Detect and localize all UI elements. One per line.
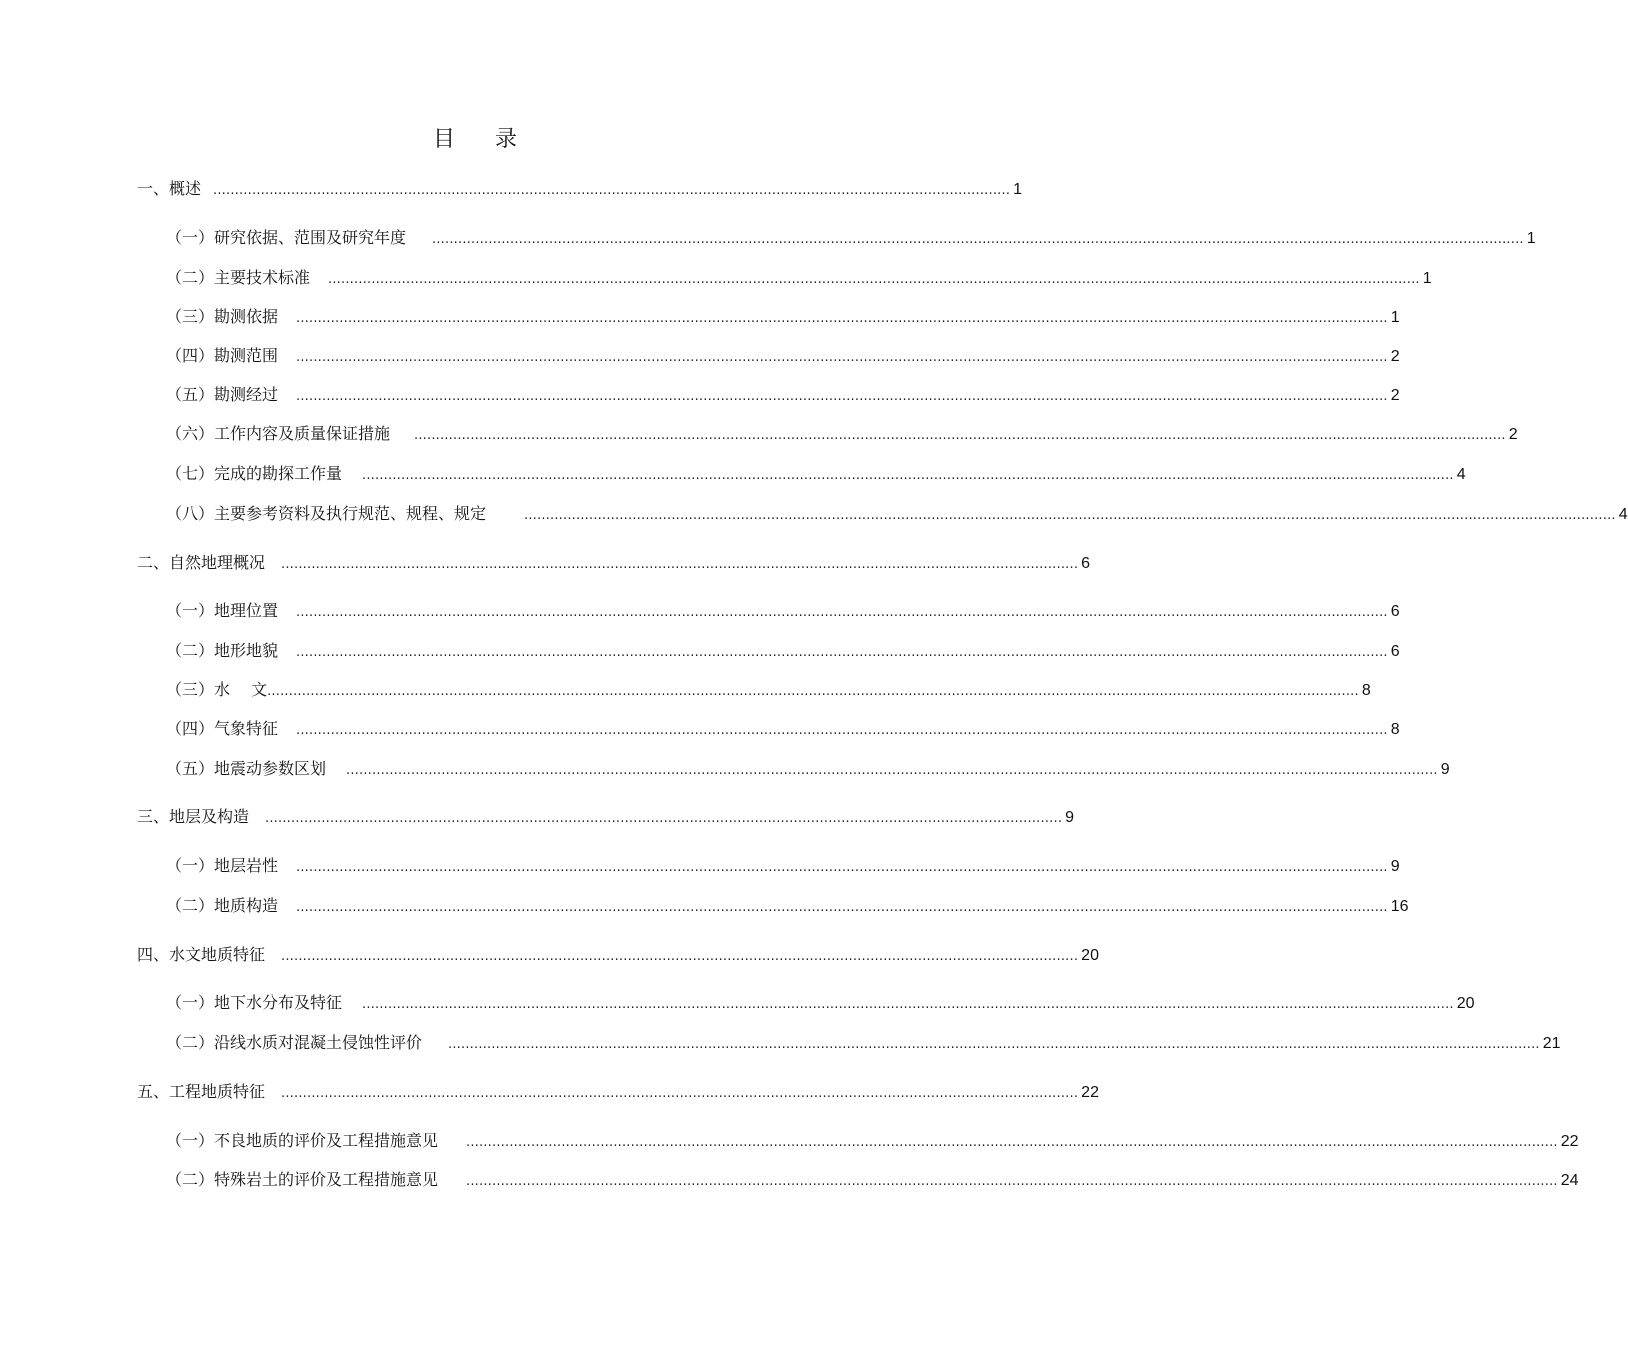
toc-entry-label: （二）地形地貌	[166, 641, 279, 660]
toc-entry-page: 22	[1560, 1133, 1579, 1150]
toc-entry-label: 二、自然地理概况	[137, 553, 266, 572]
toc-entry-page: 9	[1390, 858, 1400, 875]
dot-leader: ............................................................................................................................................................................................................................................................	[414, 428, 1506, 443]
dot-leader: ............................................................................................................................................................................................................................................................	[432, 232, 1524, 247]
toc-entry-label: （二）沿线水质对混凝土侵蚀性评价	[166, 1033, 423, 1052]
dot-leader: ............................................................................................................................................................................................................................................................	[362, 997, 1454, 1012]
toc-title-char-1: 目	[432, 127, 455, 152]
toc-entry-1-5[interactable]	[166, 383, 1400, 407]
dot-leader: ............................................................................................................................................................................................................................................................	[296, 860, 1388, 875]
dot-leader: ........................................................................................................................................................................................	[281, 1086, 1079, 1101]
dot-leader: ........................................................................................................................................................................................	[281, 557, 1079, 572]
toc-entry-label: （五）勘测经过	[166, 385, 279, 404]
toc-entry-2-3[interactable]	[166, 678, 1371, 702]
toc-entry-5-2[interactable]	[166, 1168, 1579, 1192]
dot-leader: ........................................................................................................................................................................................	[281, 949, 1079, 964]
toc-entry-section-4[interactable]	[137, 943, 1099, 967]
toc-entry-section-5[interactable]	[137, 1080, 1099, 1104]
dot-leader: ............................................................................................................................................................................................................................................................	[524, 508, 1616, 523]
toc-entry-3-2[interactable]	[166, 894, 1409, 918]
toc-entry-label: （一）研究依据、范围及研究年度	[166, 228, 407, 247]
toc-entry-page: 9	[1065, 809, 1075, 826]
toc-entry-label: 三、地层及构造	[137, 807, 250, 826]
toc-entry-page: 8	[1390, 721, 1400, 738]
toc-entry-2-5[interactable]	[166, 757, 1450, 781]
dot-leader: ............................................................................................................................................................................................................................................................	[296, 311, 1388, 326]
dot-leader: ............................................................................................................................................................................................................................................................	[466, 1135, 1558, 1150]
toc-entry-2-1[interactable]	[166, 599, 1400, 623]
dot-leader: ........................................................................................................................................................................................	[265, 811, 1063, 826]
toc-entry-1-1[interactable]	[166, 226, 1536, 250]
toc-entry-label: 一、概述	[137, 179, 202, 198]
toc-entry-1-4[interactable]	[166, 344, 1400, 368]
toc-entry-label: （三）勘测依据	[166, 307, 279, 326]
dot-leader: ............................................................................................................................................................................................................................................................	[296, 605, 1388, 620]
toc-title-char-2: 录	[495, 127, 518, 152]
toc-entry-label: （六）工作内容及质量保证措施	[166, 424, 391, 443]
toc-entry-page: 20	[1456, 995, 1475, 1012]
toc-entry-3-1[interactable]	[166, 854, 1400, 878]
toc-entry-label: （三）水 文	[166, 680, 268, 699]
toc-entry-label: （七）完成的勘探工作量	[166, 464, 343, 483]
toc-entry-page: 1	[1390, 309, 1400, 326]
toc-entry-section-2[interactable]	[137, 551, 1091, 575]
dot-leader: ............................................................................................................................................................................................................................................................	[296, 350, 1388, 365]
dot-leader: ............................................................................................................................................................................................................................................................	[296, 389, 1388, 404]
toc-title	[0, 122, 950, 153]
toc-entry-label: 五、工程地质特征	[137, 1082, 266, 1101]
toc-entry-2-4[interactable]	[166, 717, 1400, 741]
toc-entry-page: 2	[1390, 348, 1400, 365]
dot-leader: ............................................................................................................................................................................................................................................................	[328, 272, 1420, 287]
toc-entry-4-1[interactable]	[166, 991, 1475, 1015]
toc-entry-section-3[interactable]	[137, 805, 1075, 829]
toc-entry-page: 1	[1526, 230, 1536, 247]
toc-entry-page: 9	[1440, 761, 1450, 778]
toc-entry-1-2[interactable]	[166, 266, 1432, 290]
toc-entry-page: 4	[1618, 506, 1628, 523]
toc-entry-label: 四、水文地质特征	[137, 945, 266, 964]
dot-leader: ............................................................................................................................................................................................................................................................	[267, 684, 1359, 699]
toc-entry-page: 16	[1390, 898, 1409, 915]
toc-entry-label: （四）勘测范围	[166, 346, 279, 365]
toc-entry-5-1[interactable]	[166, 1129, 1579, 1153]
toc-entry-1-3[interactable]	[166, 305, 1400, 329]
toc-entry-page: 2	[1508, 426, 1518, 443]
toc-entry-page: 8	[1361, 682, 1371, 699]
toc-entry-page: 20	[1081, 947, 1099, 964]
dot-leader: ............................................................................................................................................................................................................................................................	[296, 723, 1388, 738]
toc-entry-page: 2	[1390, 387, 1400, 404]
toc-entry-section-1[interactable]	[137, 177, 1023, 201]
toc-entry-page: 22	[1081, 1084, 1099, 1101]
toc-entry-label: （一）不良地质的评价及工程措施意见	[166, 1131, 439, 1150]
toc-entry-label: （一）地层岩性	[166, 856, 279, 875]
dot-leader: ............................................................................................................................................................................................................................................................	[296, 645, 1388, 660]
dot-leader: ............................................................................................................................................................................................................................................................	[362, 468, 1454, 483]
dot-leader: ............................................................................................................................................................................................................................................................	[296, 900, 1388, 915]
toc-entry-label: （四）气象特征	[166, 719, 279, 738]
toc-entry-4-2[interactable]	[166, 1031, 1561, 1055]
toc-entry-label: （二）特殊岩土的评价及工程措施意见	[166, 1170, 439, 1189]
dot-leader: ............................................................................................................................................................................................................................................................	[346, 763, 1438, 778]
toc-entry-page: 24	[1560, 1172, 1579, 1189]
dot-leader: ........................................................................................................................................................................................	[213, 183, 1011, 198]
dot-leader: ............................................................................................................................................................................................................................................................	[448, 1037, 1540, 1052]
toc-entry-page: 4	[1456, 466, 1466, 483]
toc-entry-1-6[interactable]	[166, 422, 1518, 446]
toc-entry-page: 21	[1542, 1035, 1561, 1052]
toc-entry-label: （一）地理位置	[166, 601, 279, 620]
toc-entry-page: 6	[1390, 643, 1400, 660]
toc-entry-label: （八）主要参考资料及执行规范、规程、规定	[166, 504, 487, 523]
toc-entry-page: 6	[1390, 603, 1400, 620]
toc-entry-label: （二）主要技术标准	[166, 268, 311, 287]
toc-entry-page: 1	[1422, 270, 1432, 287]
toc-entry-label: （五）地震动参数区划	[166, 759, 327, 778]
toc-entry-2-2[interactable]	[166, 639, 1400, 663]
toc-entry-1-8[interactable]	[166, 502, 1628, 526]
toc-entry-1-7[interactable]	[166, 462, 1466, 486]
toc-entry-page: 6	[1081, 555, 1091, 572]
dot-leader: ............................................................................................................................................................................................................................................................	[466, 1174, 1558, 1189]
toc-entry-page: 1	[1013, 181, 1023, 198]
toc-entry-label: （二）地质构造	[166, 896, 279, 915]
toc-entry-label: （一）地下水分布及特征	[166, 993, 343, 1012]
